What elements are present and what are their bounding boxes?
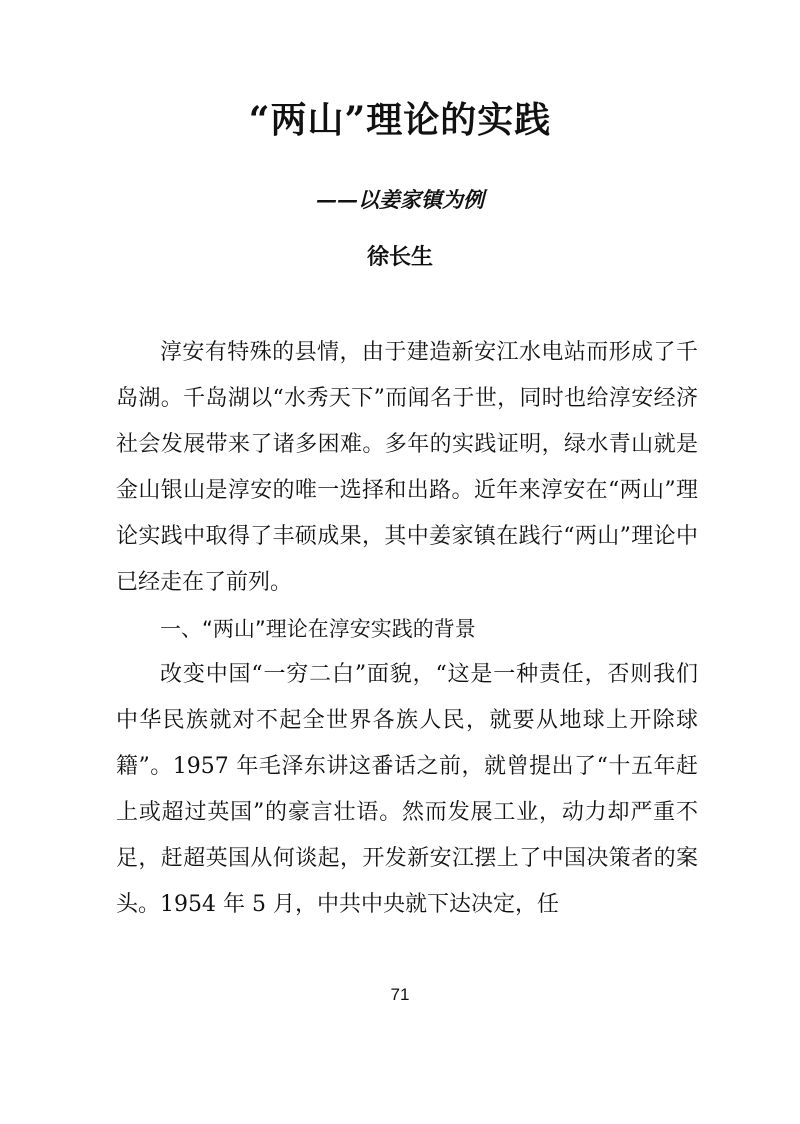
- author-name: 徐长生: [366, 245, 433, 270]
- section-heading: 一、“两山”理论在淳安实践的背景: [160, 617, 476, 641]
- article-title: “两山”理论的实践: [248, 99, 552, 141]
- article-subtitle: ——以姜家镇为例: [316, 187, 484, 212]
- article-body: [116, 330, 698, 928]
- page-number: 71: [390, 985, 410, 1004]
- paragraph-intro: 淳安有特殊的县情，由于建造新安江水电站而形成了千岛湖。千岛湖以“水秀天下”而闻名于世，同时也给淳安经济社会发展带来了诸多困难。多年的实践证明，绿水青山就是金山银山是淳安的唯一选择和出路。近年来淳安在“两山”理论实践中取得了丰硕成果，其中姜家镇在践行“两山”理论中已经走在了前列。: [116, 340, 698, 595]
- paragraph-background: 改变中国“一穷二白”面貌，“这是一种责任，否则我们中华民族就对不起全世界各族人民，就要从地球上开除球籍”。1957 年毛泽东讲这番话之前，就曾提出了“十五年赶上或超过英国”的豪言壮语。然而发展工业，动力却严重不足，赶超英国从何谈起，开发新安江摆上了中国决策者的案头。1954 年 5 月，中共中央就下达决定，任: [116, 662, 698, 917]
